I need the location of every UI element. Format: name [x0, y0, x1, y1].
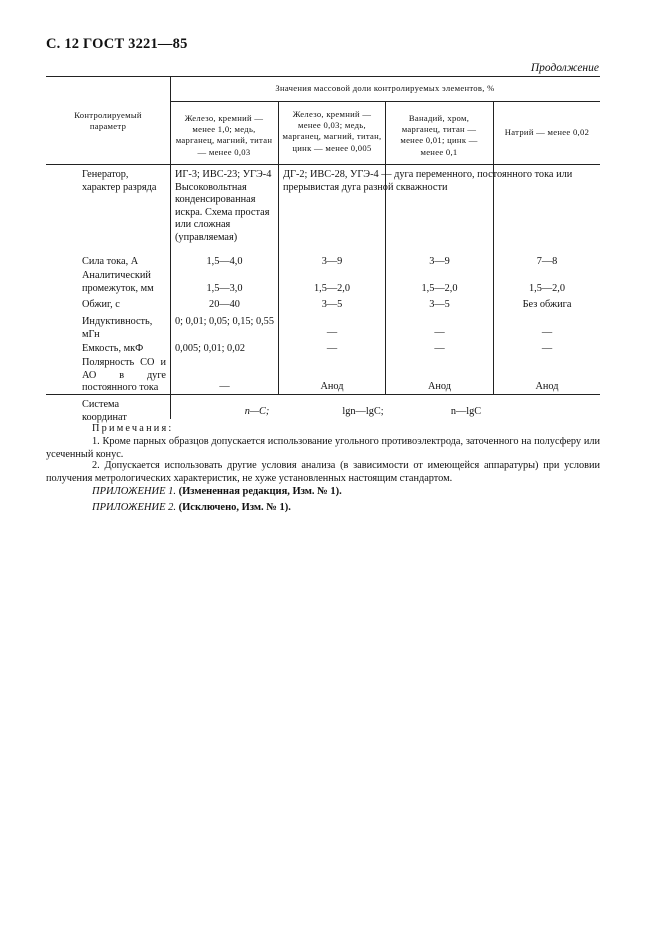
polarity-col4: Анод [535, 381, 559, 392]
capacity-col4: — [541, 343, 553, 354]
param-header: Контролируемый параметр [74, 110, 142, 132]
appendix-2-text: (Исключено, Изм. № 1). [178, 502, 291, 513]
current-col1: 1,5—4,0 [206, 256, 243, 267]
note-1: 1. Кроме парных образцов допускается использование угольного противоэлектрода, заточенного на полусферу или усеченный конус. [46, 436, 600, 461]
inductance-col1: 0; 0,01; 0,05; 0,15; 0,55 [175, 316, 274, 327]
row-label-current: Сила тока, А [82, 256, 139, 267]
column-header-2: Железо, кремний — менее 0,03; медь, марганец, магний, титан, цинк — менее 0,005 [282, 109, 382, 153]
generator-cols234: ДГ-2; ИВС-28, УГЭ-4 — дуга переменного, постоянного тока или прерывистая дуга разной скважности [283, 169, 573, 193]
current-col2: 3—9 [321, 256, 343, 267]
gap-col2: 1,5—2,0 [313, 283, 351, 294]
capacity-col1: 0,005; 0,01; 0,02 [175, 343, 246, 354]
appendix-1-text: (Измененная редакция, Изм. № 1). [178, 486, 342, 497]
generator-col1: ИГ-3; ИВС-23; УГЭ-4 Высоковольтная конденсированная искра. Схема простая или сложная (управляемая) [175, 169, 272, 243]
coords-col2: lgn—lgC; [342, 406, 384, 417]
gap-col1: 1,5—3,0 [206, 283, 243, 294]
table-top-rule [46, 76, 600, 77]
column-header-1: Железо, кремний — менее 1,0; медь, марганец, магний, титан — менее 0,03 [175, 113, 273, 157]
burn-col4: Без обжига [522, 299, 572, 310]
inductance-col4: — [541, 327, 553, 338]
row-label-burn: Обжиг, с [82, 299, 120, 310]
burn-col1: 20—40 [209, 299, 240, 310]
group-header: Значения массовой доли контролируемых элементов, % [275, 83, 495, 93]
notes-title: Примечания: [92, 423, 174, 434]
column-header-4: Натрий — менее 0,02 [504, 127, 590, 137]
column-rule-1 [170, 76, 171, 419]
header-bottom-rule [46, 164, 600, 165]
coords-col3: n—lgC [450, 406, 482, 417]
row-label-coords: Система координат [82, 399, 127, 423]
row-label-polarity: Полярность СО и АО в дуге постоянного тока [82, 357, 166, 394]
gap-col4: 1,5—2,0 [528, 283, 566, 294]
note-2: 2. Допускается использовать другие условия анализа (в зависимости от имеющейся аппаратуры) при условии получения метрологических характеристик, не хуже установленных настоящим стандартом. [46, 460, 600, 485]
gap-col3: 1,5—2,0 [421, 283, 458, 294]
row-label-capacity: Емкость, мкФ [82, 343, 144, 354]
polarity-col2: Анод [320, 381, 344, 392]
polarity-col1: — [219, 381, 230, 392]
appendix-2-name: ПРИЛОЖЕНИЕ 2. [92, 502, 176, 513]
continued-label: Продолжение [530, 62, 599, 74]
appendix-2 [92, 502, 291, 513]
capacity-col2: — [326, 343, 338, 354]
page-title: С. 12 ГОСТ 3221—85 [46, 36, 188, 52]
capacity-col3: — [434, 343, 445, 354]
row-label-gap: Аналитический промежуток, мм [82, 270, 154, 294]
current-col3: 3—9 [429, 256, 450, 267]
row-label-inductance: Индуктивность, мГн [82, 316, 153, 340]
appendix-1 [92, 486, 342, 497]
inductance-col3: — [434, 327, 445, 338]
appendix-1-name: ПРИЛОЖЕНИЕ 1. [92, 486, 176, 497]
current-col4: 7—8 [536, 256, 558, 267]
column-header-3: Ванадий, хром, марганец, титан — менее 0,01; цинк — менее 0,1 [400, 113, 478, 157]
burn-col3: 3—5 [429, 299, 450, 310]
row-label-generator: Генератор, характер разряда [82, 169, 157, 193]
inductance-col2: — [326, 327, 338, 338]
coords-col1: n—C; [244, 406, 270, 417]
polarity-col3: Анод [427, 381, 452, 392]
burn-col2: 3—5 [321, 299, 343, 310]
